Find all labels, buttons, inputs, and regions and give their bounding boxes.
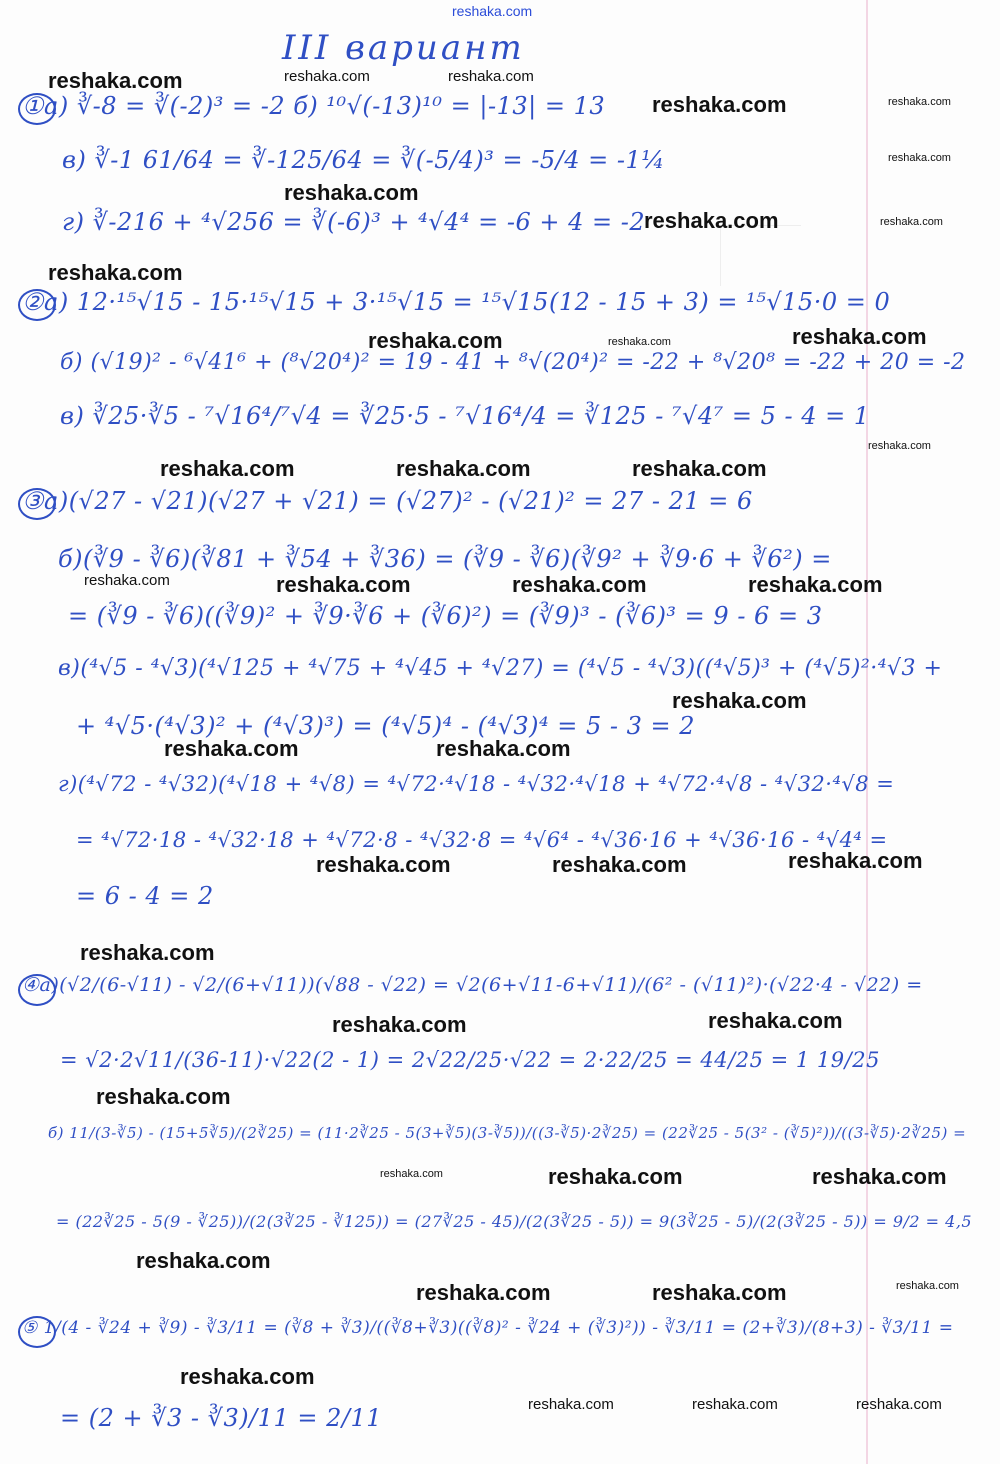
watermark: reshaka.com (880, 216, 943, 228)
watermark: reshaka.com (84, 572, 170, 589)
watermark: reshaka.com (48, 68, 183, 93)
solution-line-9: = (∛9 - ∛6)((∛9)² + ∛9·∛6 + (∛6)²) = (∛9)³ - (∛6)³ = 9 - 6 = 3 (68, 602, 823, 630)
solution-line-5: б) (√19)² - ⁶√41⁶ + (⁸√20⁴)² = 19 - 41 + ⁸√(20⁴)² = -22 + ⁸√20⁸ = -22 + 20 = -2 (60, 350, 966, 375)
watermark: reshaka.com (180, 1364, 315, 1389)
solution-line-6: в) ∛25·∛5 - ⁷√16⁴/⁷√4 = ∛25·5 - ⁷√16⁴/4 = ∛125 - ⁷√4⁷ = 5 - 4 = 1 (60, 402, 870, 430)
watermark: reshaka.com (332, 1012, 467, 1037)
watermark: reshaka.com (48, 260, 183, 285)
solution-line-1: ①а) ∛-8 = ∛(-2)³ = -2 б) ¹⁰√(-13)¹⁰ = |-13| = 13 (22, 92, 606, 120)
watermark: reshaka.com (448, 68, 534, 85)
solution-line-12: г)(⁴√72 - ⁴√32)(⁴√18 + ⁴√8) = ⁴√72·⁴√18 - ⁴√32·⁴√18 + ⁴√72·⁴√8 - ⁴√32·⁴√8 = (58, 772, 895, 796)
watermark: reshaka.com (284, 68, 370, 85)
solution-line-18: = (22∛25 - 5(9 - ∛25))/(2(3∛25 - ∛125)) = (27∛25 - 45)/(2(3∛25 - 5)) = 9(3∛25 - 5)/(2(3∛25 - 5)) = 9/2 = 4,5 (56, 1212, 973, 1231)
solution-line-11: + ⁴√5·(⁴√3)² + (⁴√3)³) = (⁴√5)⁴ - (⁴√3)⁴ = 5 - 3 = 2 (76, 712, 696, 740)
watermark: reshaka.com (652, 92, 787, 117)
solution-line-7: ③а)(√27 - √21)(√27 + √21) = (√27)² - (√21)² = 27 - 21 = 6 (22, 487, 753, 515)
page-title: III вариант (282, 28, 525, 68)
solution-line-20: = (2 + ∛3 - ∛3)/11 = 2/11 (60, 1404, 382, 1432)
solution-line-8: б)(∛9 - ∛6)(∛81 + ∛54 + ∛36) = (∛9 - ∛6)(∛9² + ∛9·6 + ∛6²) = (58, 545, 832, 573)
watermark: reshaka.com (856, 1396, 942, 1413)
watermark: reshaka.com (80, 940, 215, 965)
watermark: reshaka.com (284, 180, 419, 205)
watermark: reshaka.com (380, 1168, 443, 1180)
watermark: reshaka.com (164, 736, 299, 761)
solution-line-13: = ⁴√72·18 - ⁴√32·18 + ⁴√72·8 - ⁴√32·8 = ⁴√6⁴ - ⁴√36·16 + ⁴√36·16 - ⁴√4⁴ = (76, 828, 888, 852)
solution-line-2: в) ∛-1 61/64 = ∛-125/64 = ∛(-5/4)³ = -5/4 = -1¼ (62, 146, 665, 174)
watermark: reshaka.com (136, 1248, 271, 1273)
solution-line-17: б) 11/(3-∛5) - (15+5∛5)/(2∛25) = (11·2∛25 - 5(3+∛5)(3-∛5))/((3-∛5)·2∛25) = (22∛25 - 5(3² - (∛5)²))/((3-∛5)·2∛25) = (48, 1124, 967, 1142)
margin-line (866, 0, 868, 1464)
watermark: reshaka.com (672, 688, 807, 713)
watermark: reshaka.com (788, 848, 923, 873)
watermark: reshaka.com (692, 1396, 778, 1413)
watermark: reshaka.com (608, 336, 671, 348)
watermark: reshaka.com (868, 440, 931, 452)
watermark: reshaka.com (888, 152, 951, 164)
solution-line-14: = 6 - 4 = 2 (76, 882, 214, 910)
watermark: reshaka.com (708, 1008, 843, 1033)
solution-line-4: ②а) 12·¹⁵√15 - 15·¹⁵√15 + 3·¹⁵√15 = ¹⁵√15(12 - 15 + 3) = ¹⁵√15·0 = 0 (22, 288, 891, 316)
watermark: reshaka.com (276, 572, 411, 597)
watermark: reshaka.com (896, 1280, 959, 1292)
watermark: reshaka.com (512, 572, 647, 597)
watermark: reshaka.com (96, 1084, 231, 1109)
watermark: reshaka.com (888, 96, 951, 108)
watermark: reshaka.com (632, 456, 767, 481)
grid-mark (720, 225, 801, 286)
watermark: reshaka.com (644, 208, 779, 233)
watermark: reshaka.com (792, 324, 927, 349)
solution-line-3: г) ∛-216 + ⁴√256 = ∛(-6)³ + ⁴√4⁴ = -6 + 4 = -2 (62, 208, 646, 236)
watermark: reshaka.com (316, 852, 451, 877)
solution-line-16: = √2·2√11/(36-11)·√22(2 - 1) = 2√22/25·√22 = 2·22/25 = 44/25 = 1 19/25 (60, 1048, 880, 1072)
solution-line-10: в)(⁴√5 - ⁴√3)(⁴√125 + ⁴√75 + ⁴√45 + ⁴√27) = (⁴√5 - ⁴√3)((⁴√5)³ + (⁴√5)²·⁴√3 + (58, 656, 943, 681)
watermark: reshaka.com (436, 736, 571, 761)
watermark: reshaka.com (396, 456, 531, 481)
watermark: reshaka.com (552, 852, 687, 877)
watermark: reshaka.com (748, 572, 883, 597)
solution-line-19: ⑤ 1/(4 - ∛24 + ∛9) - ∛3/11 = (∛8 + ∛3)/((∛8+∛3)((∛8)² - ∛24 + (∛3)²)) - ∛3/11 = (2+∛3)/(8+3) - ∛3/11 = (22, 1318, 954, 1338)
header-site-link[interactable]: reshaka.com (452, 3, 533, 19)
watermark: reshaka.com (652, 1280, 787, 1305)
watermark: reshaka.com (160, 456, 295, 481)
watermark: reshaka.com (812, 1164, 947, 1189)
watermark: reshaka.com (528, 1396, 614, 1413)
watermark: reshaka.com (368, 328, 503, 353)
watermark: reshaka.com (416, 1280, 551, 1305)
solution-line-15: ④а)(√2/(6-√11) - √2/(6+√11))(√88 - √22) = √2(6+√11-6+√11)/(6² - (√11)²)·(√22·4 - √22) = (22, 974, 923, 996)
watermark: reshaka.com (548, 1164, 683, 1189)
